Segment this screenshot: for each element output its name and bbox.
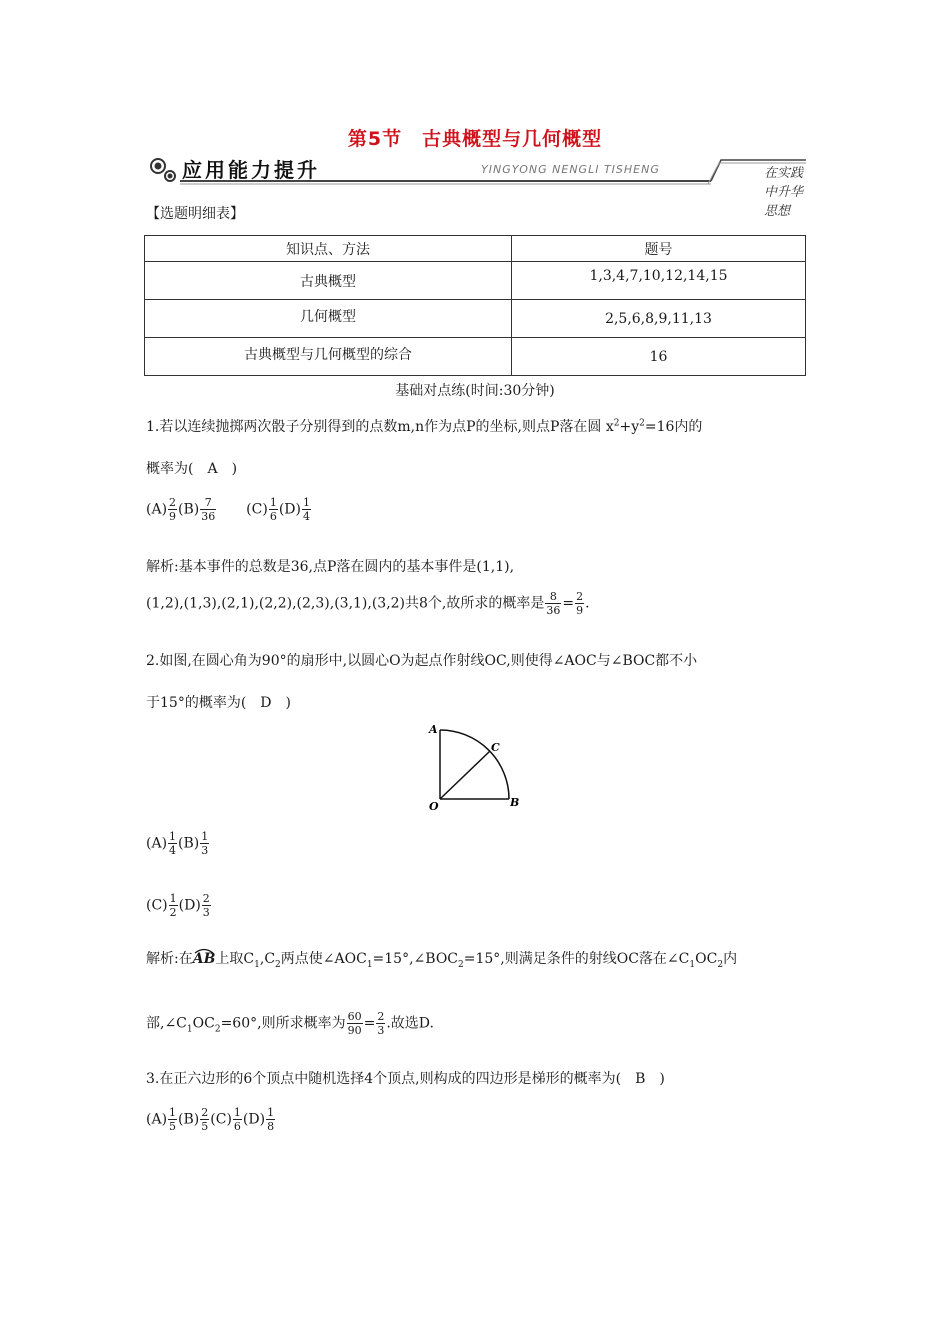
- fraction: $\frac{8}{36}$: [546, 590, 561, 617]
- fraction: $\frac{1}{5}$: [169, 1106, 177, 1133]
- q2-options-row1: (A) $\frac{1}{4}$ (B) $\frac{1}{3}$: [146, 830, 209, 857]
- sector-figure: [426, 720, 526, 814]
- table-cell: 古典概型: [145, 262, 512, 300]
- gear-icon: [151, 159, 175, 181]
- fraction: $\frac{2}{5}$: [201, 1106, 209, 1133]
- q2-stem-line2: 于15°的概率为( D ): [146, 695, 291, 711]
- table-row: [145, 338, 806, 376]
- fraction: $\frac{2}{3}$: [202, 892, 210, 919]
- label-o: O: [429, 800, 439, 813]
- fraction: $\frac{7}{36}$: [201, 496, 216, 523]
- banner-english: YINGYONG NENGLI TISHENG: [481, 163, 660, 176]
- table-cell: 古典概型与几何概型的综合: [145, 338, 512, 376]
- label-a: A: [429, 723, 438, 736]
- q1-stem-line1: 1.若以连续抛掷两次骰子分别得到的点数m,n作为点P的坐标,则点P落在圆 $x^2+y^2=16$内的: [146, 418, 703, 435]
- q2-stem-line1: 2.如图,在圆心角为90°的扇形中,以圆心O为起点作射线OC,则使得∠AOC与∠BOC都不小: [146, 653, 698, 669]
- q1-solution-line2: (1,2),(1,3),(2,1),(2,2),(2,3),(3,1),(3,2)共8个,故所求的概率是 $\frac{8}{36}$ = $\frac{2}{9}$ .: [146, 590, 590, 617]
- q1-options: (A) $\frac{2}{9}$ (B) $\frac{7}{36}$ (C) $\frac{1}{6}$ (D) $\frac{1}{4}$: [146, 496, 310, 523]
- banner-slogan: 在实践中升华思想: [764, 166, 804, 219]
- fraction: $\frac{1}{4}$: [169, 830, 177, 857]
- table-cell: 1,3,4,7,10,12,14,15: [512, 262, 806, 300]
- fraction: $\frac{1}{8}$: [267, 1106, 275, 1133]
- fraction: $\frac{1}{2}$: [169, 892, 177, 919]
- q3-stem: 3.在正六边形的6个顶点中随机选择4个顶点,则构成的四边形是梯形的概率为( B ): [146, 1071, 665, 1087]
- table-cell: 几何概型: [145, 300, 512, 338]
- table-cell: 16: [512, 338, 806, 376]
- fraction: $\frac{1}{3}$: [201, 830, 209, 857]
- header-topic: 知识点、方法: [145, 236, 512, 262]
- table-row: [145, 262, 806, 300]
- topic-table: [144, 235, 806, 376]
- fraction: $\frac{2}{9}$: [576, 590, 584, 617]
- q1-solution-line1: 解析:基本事件的总数是36,点P落在圆内的基本事件是(1,1),: [146, 559, 515, 575]
- section-title: 第5节 古典概型与几何概型: [347, 128, 603, 150]
- label-c: C: [491, 741, 500, 754]
- q2-solution-line1: 解析:在 AB上取$C_1,C_2$两点使$\angle AOC_1=15^\circ,\angle BOC_2=15^\circ$,则满足条件的射线OC落在$\angle C_1OC_2$内: [146, 948, 737, 970]
- table-header-row: [145, 236, 806, 262]
- fraction: $\frac{1}{4}$: [302, 496, 310, 523]
- fraction: $\frac{2}{3}$: [377, 1010, 385, 1037]
- header-questions: 题号: [512, 236, 806, 262]
- arc-mark-icon: [193, 948, 215, 954]
- q2-options-row2: (C) $\frac{1}{2}$ (D) $\frac{2}{3}$: [146, 892, 210, 919]
- arc-ab-symbol: AB: [193, 951, 216, 967]
- fraction: $\frac{1}{6}$: [269, 496, 277, 523]
- fraction: $\frac{60}{90}$: [347, 1010, 362, 1037]
- ray-oc: [440, 751, 490, 799]
- table-heading: 【选题明细表】: [146, 206, 244, 222]
- table-row: [145, 300, 806, 338]
- practice-heading: 基础对点练(时间:30分钟): [395, 383, 555, 399]
- label-b: B: [510, 796, 520, 809]
- fraction: $\frac{2}{9}$: [169, 496, 177, 523]
- banner-title: 应用能力提升: [182, 158, 320, 182]
- table-cell: 2,5,6,8,9,11,13: [512, 300, 806, 338]
- q1-stem-line2: 概率为( A ): [146, 461, 238, 477]
- q3-options: (A) $\frac{1}{5}$ (B) $\frac{2}{5}$ (C) $\frac{1}{6}$ (D) $\frac{1}{8}$: [146, 1106, 275, 1133]
- q2-solution-line2: 部$,\angle C_1OC_2=60^\circ$,则所求概率为 $\frac{60}{90}$ = $\frac{2}{3}$ .故选D.: [146, 1010, 434, 1037]
- fraction: $\frac{1}{6}$: [233, 1106, 241, 1133]
